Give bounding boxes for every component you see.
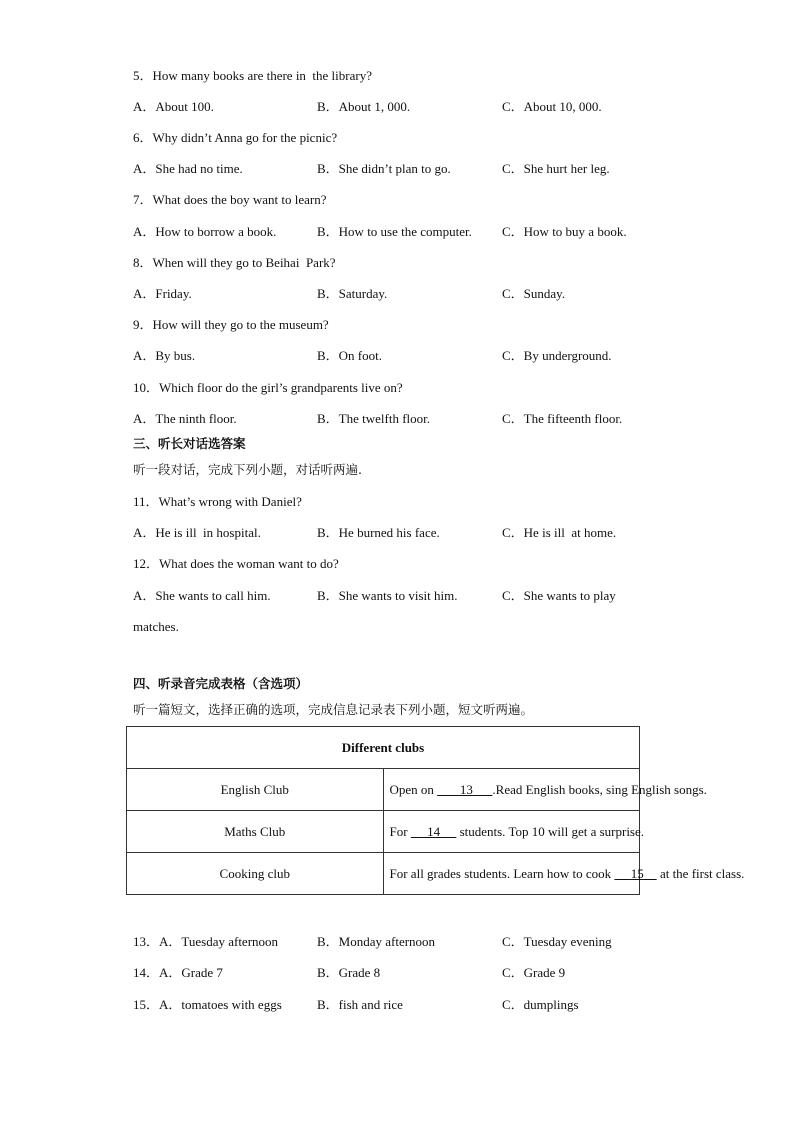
option-11b: B．He burned his face. [317,525,440,540]
section-3-instruction: 听一段对话，完成下列小题，对话听两遍. [133,462,362,477]
option-9a: A．By bus. [133,348,196,363]
option-9c: C．By underground. [502,348,612,363]
question-7: 7．What does the boy want to learn? [133,192,327,207]
question-11: 11．What’s wrong with Daniel? [133,494,302,509]
option-14a: 14．A．Grade 7 [133,965,223,980]
table-title: Different clubs [127,727,640,769]
club-name: English Club [127,769,384,811]
option-5a: A．About 100. [133,99,214,114]
question-9: 9．How will they go to the museum? [133,317,329,332]
club-name: Cooking club [127,853,384,895]
option-12c-continuation: matches. [133,619,179,634]
option-7a: A．How to borrow a book. [133,224,277,239]
table-row [127,769,640,811]
option-8b: B．Saturday. [317,286,388,301]
option-15a: 15．A．tomatoes with eggs [133,997,282,1012]
question-10: 10．Which floor do the girl’s grandparents live on? [133,380,403,395]
option-10c: C．The fifteenth floor. [502,411,623,426]
option-5c: C．About 10, 000. [502,99,602,114]
club-info: For 14 students. Top 10 will get a surprise. [383,811,640,853]
option-11a: A．He is ill in hospital. [133,525,261,540]
club-info: For all grades students. Learn how to cook 15 at the first class. [383,853,640,895]
table-row [127,811,640,853]
option-6c: C．She hurt her leg. [502,161,610,176]
option-13a: 13．A．Tuesday afternoon [133,934,279,949]
blank-15: 15 [630,865,644,881]
option-13c: C．Tuesday evening [502,934,612,949]
option-12b: B．She wants to visit him. [317,588,458,603]
question-8: 8．When will they go to Beihai Park? [133,255,336,270]
blank-13: 13 [459,781,473,797]
question-6: 6．Why didn’t Anna go for the picnic? [133,130,338,145]
section-4-instruction: 听一篇短文，选择正确的选项，完成信息记录表下列小题，短文听两遍。 [133,702,534,717]
section-3-heading: 三、听长对话选答案 [133,436,246,451]
question-12: 12．What does the woman want to do? [133,556,339,571]
clubs-table [126,726,745,895]
option-8a: A．Friday. [133,286,192,301]
option-7b: B．How to use the computer. [317,224,472,239]
table-row [127,853,640,895]
option-7c: C．How to buy a book. [502,224,627,239]
option-15b: B．fish and rice [317,997,403,1012]
option-13b: B．Monday afternoon [317,934,436,949]
option-14b: B．Grade 8 [317,965,381,980]
option-6b: B．She didn’t plan to go. [317,161,451,176]
option-14c: C．Grade 9 [502,965,566,980]
option-9b: B．On foot. [317,348,383,363]
club-info: Open on 13 .Read English books, sing English songs. [383,769,640,811]
option-12c: C．She wants to play [502,588,616,603]
option-10a: A．The ninth floor. [133,411,237,426]
blank-14: 14 [427,823,441,839]
option-11c: C．He is ill at home. [502,525,617,540]
option-12a: A．She wants to call him. [133,588,271,603]
question-5: 5．How many books are there in the library? [133,68,372,83]
option-8c: C．Sunday. [502,286,566,301]
option-5b: B．About 1, 000. [317,99,411,114]
section-4-heading: 四、听录音完成表格（含选项） [133,676,309,691]
option-15c: C．dumplings [502,997,579,1012]
club-name: Maths Club [127,811,384,853]
option-6a: A．She had no time. [133,161,243,176]
option-10b: B．The twelfth floor. [317,411,431,426]
